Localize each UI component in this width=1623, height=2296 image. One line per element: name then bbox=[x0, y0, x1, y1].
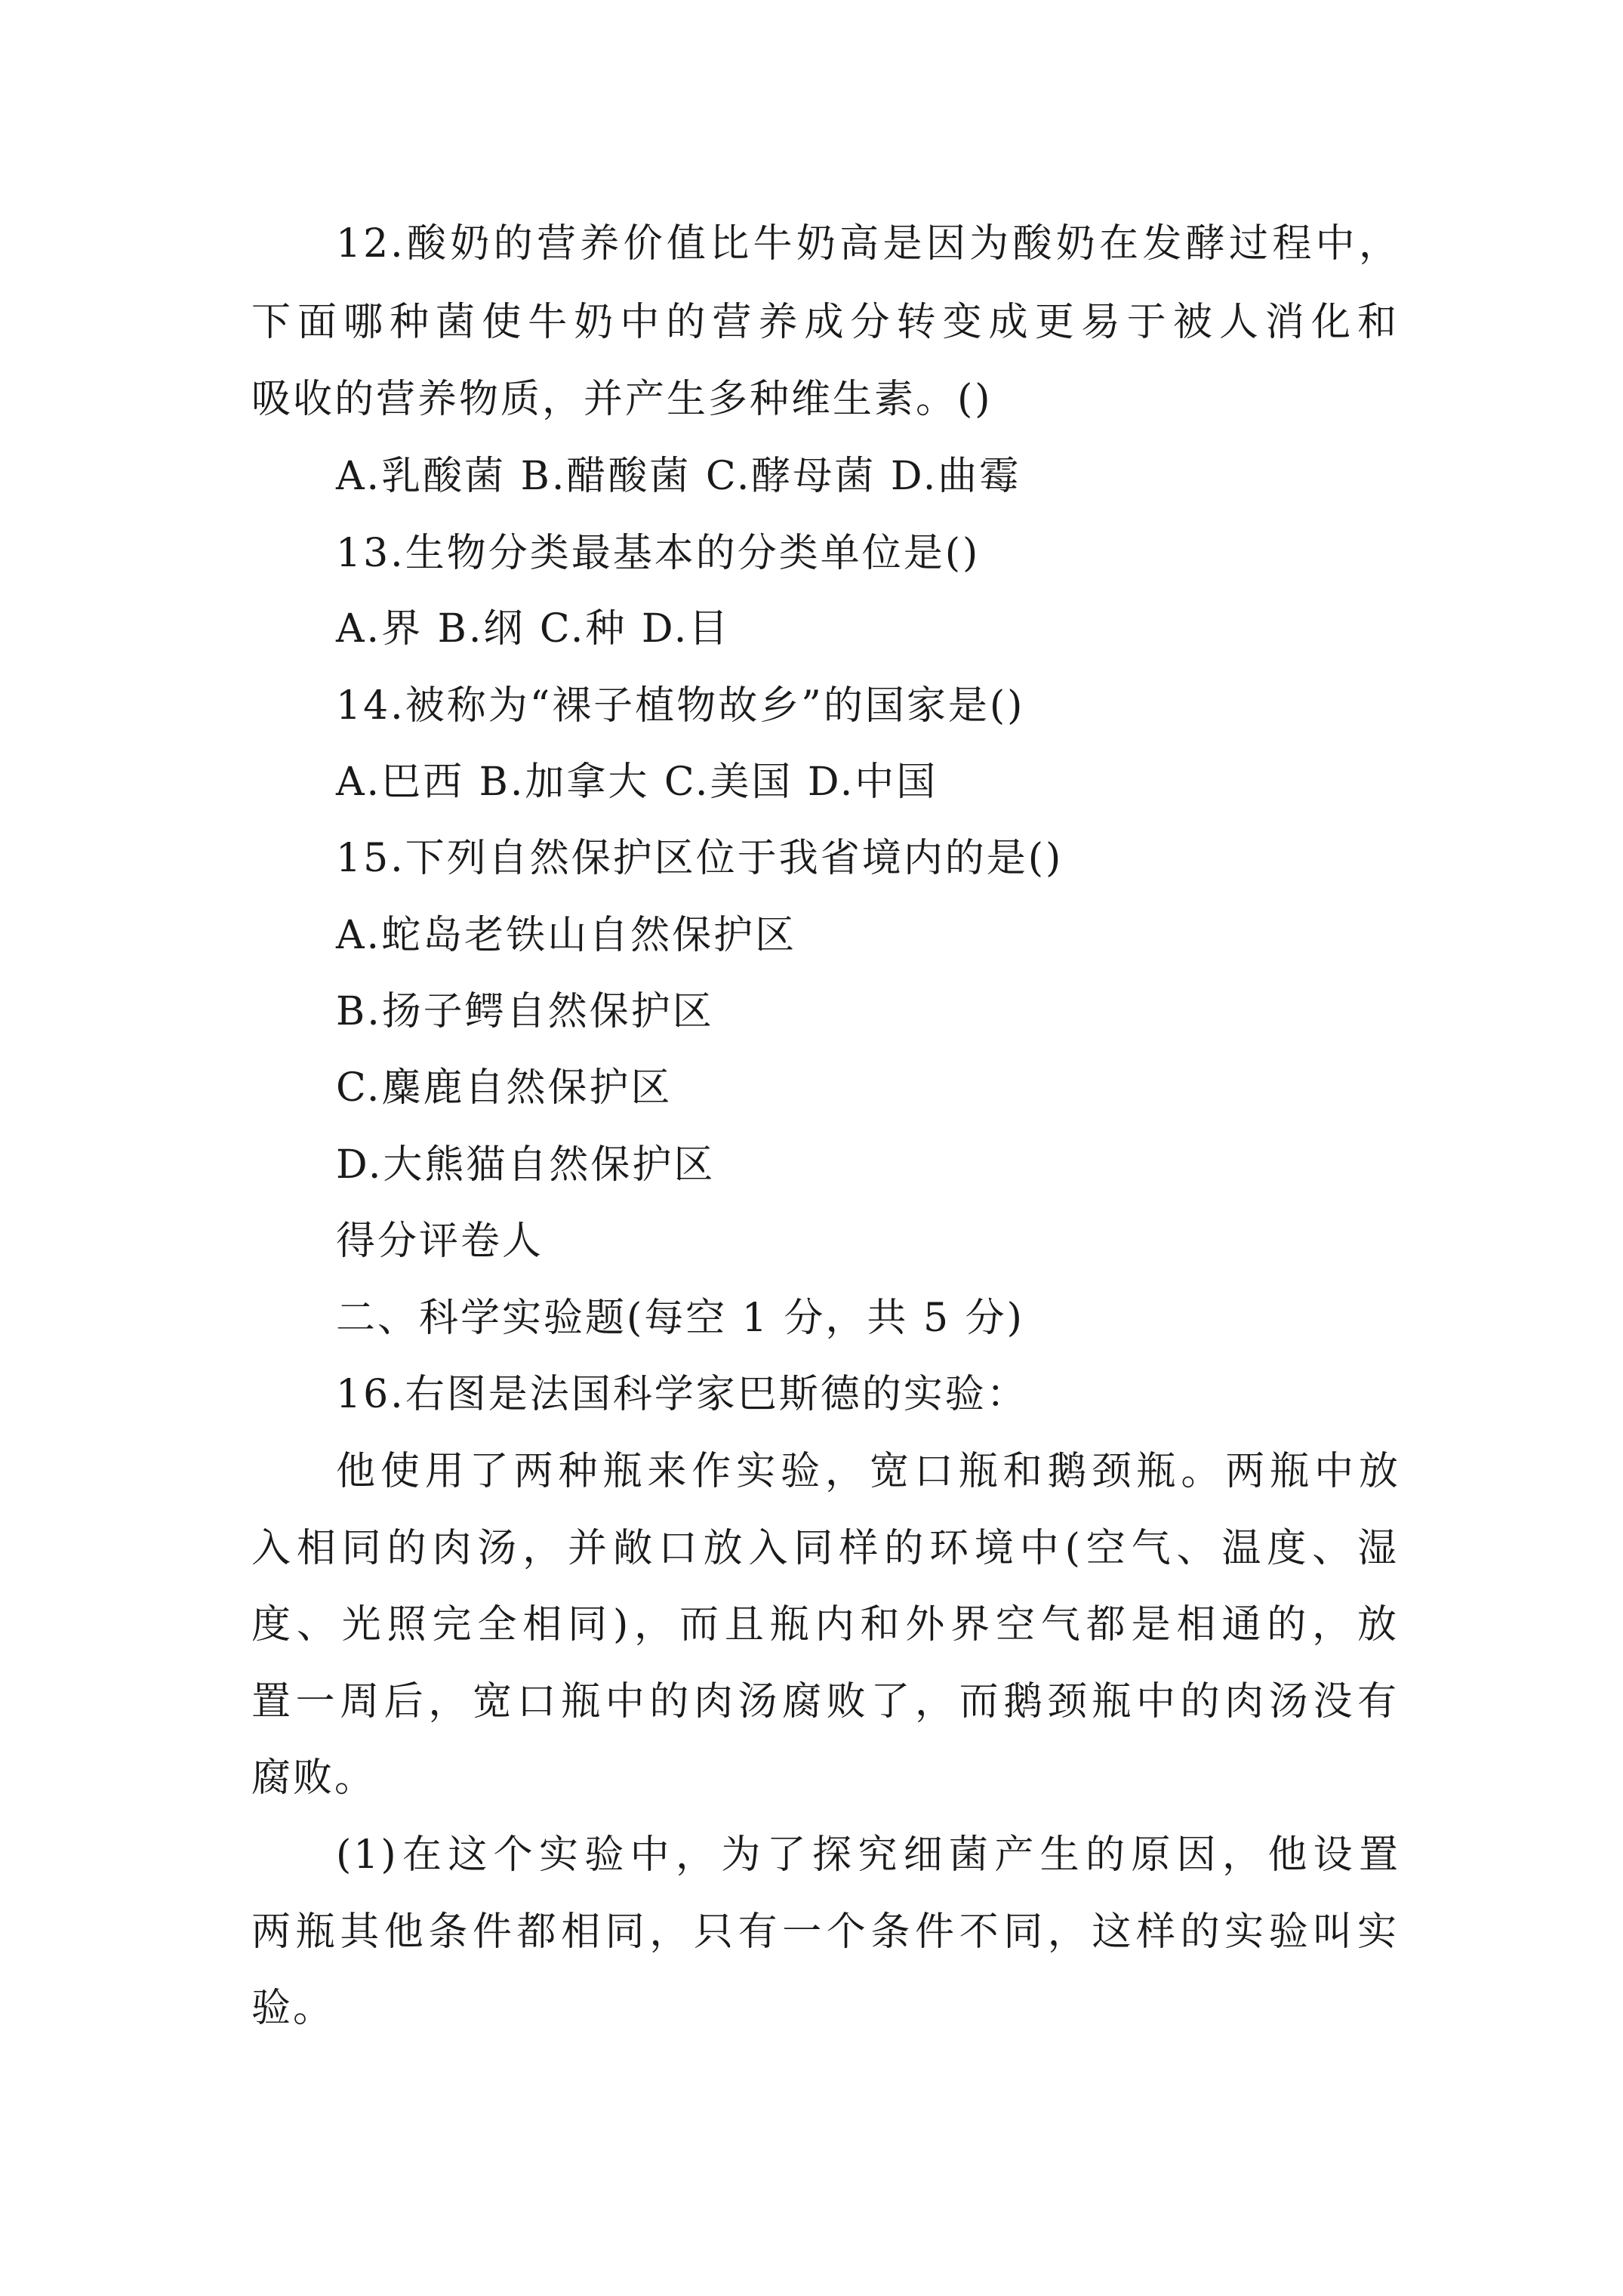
q16-sub1-line-3: 验。 bbox=[251, 1986, 335, 2031]
q13-stem: 13.生物分类最基本的分类单位是() bbox=[336, 531, 981, 576]
q16-paragraph-line-1: 他使用了两种瓶来作实验，宽口瓶和鹅颈瓶。两瓶中放 bbox=[336, 1449, 1400, 1494]
q15-stem: 15.下列自然保护区位于我省境内的是() bbox=[336, 836, 1064, 881]
q15-option-c: C.麋鹿自然保护区 bbox=[336, 1065, 673, 1111]
score-reviewer-label: 得分评卷人 bbox=[336, 1219, 544, 1264]
q16-sub1-line-1: (1)在这个实验中，为了探究细菌产生的原因，他设置 bbox=[336, 1832, 1400, 1878]
q16-paragraph-line-5: 腐败。 bbox=[251, 1755, 377, 1801]
section-heading: 二、科学实验题(每空 1 分，共 5 分) bbox=[336, 1296, 1024, 1341]
q14-options: A.巴西 B.加拿大 C.美国 D.中国 bbox=[336, 760, 938, 805]
q16-stem: 16.右图是法国科学家巴斯德的实验： bbox=[336, 1372, 1028, 1417]
q15-option-b: B.扬子鳄自然保护区 bbox=[336, 989, 714, 1034]
q12-options: A.乳酸菌 B.醋酸菌 C.酵母菌 D.曲霉 bbox=[336, 454, 1021, 499]
q16-paragraph-line-4: 置一周后，宽口瓶中的肉汤腐败了，而鹅颈瓶中的肉汤没有 bbox=[251, 1679, 1399, 1724]
q15-option-a: A.蛇岛老铁山自然保护区 bbox=[336, 913, 797, 958]
q12-stem-line-2: 下面哪种菌使牛奶中的营养成分转变成更易于被人消化和 bbox=[251, 300, 1399, 345]
q15-option-d: D.大熊猫自然保护区 bbox=[336, 1142, 716, 1188]
q16-paragraph-line-3: 度、光照完全相同)，而且瓶内和外界空气都是相通的，放 bbox=[251, 1602, 1399, 1647]
q13-options: A.界 B.纲 C.种 D.目 bbox=[336, 606, 731, 652]
q12-stem-line-1: 12.酸奶的营养价值比牛奶高是因为酸奶在发酵过程中， bbox=[336, 221, 1400, 267]
q16-sub1-line-2: 两瓶其他条件都相同，只有一个条件不同，这样的实验叫实 bbox=[251, 1909, 1399, 1955]
q16-paragraph-line-2: 入相同的肉汤，并敞口放入同样的环境中(空气、温度、湿 bbox=[251, 1526, 1399, 1571]
q12-stem-line-3: 吸收的营养物质，并产生多种维生素。() bbox=[251, 377, 993, 422]
q14-stem: 14.被称为“裸子植物故乡”的国家是() bbox=[336, 683, 1025, 729]
